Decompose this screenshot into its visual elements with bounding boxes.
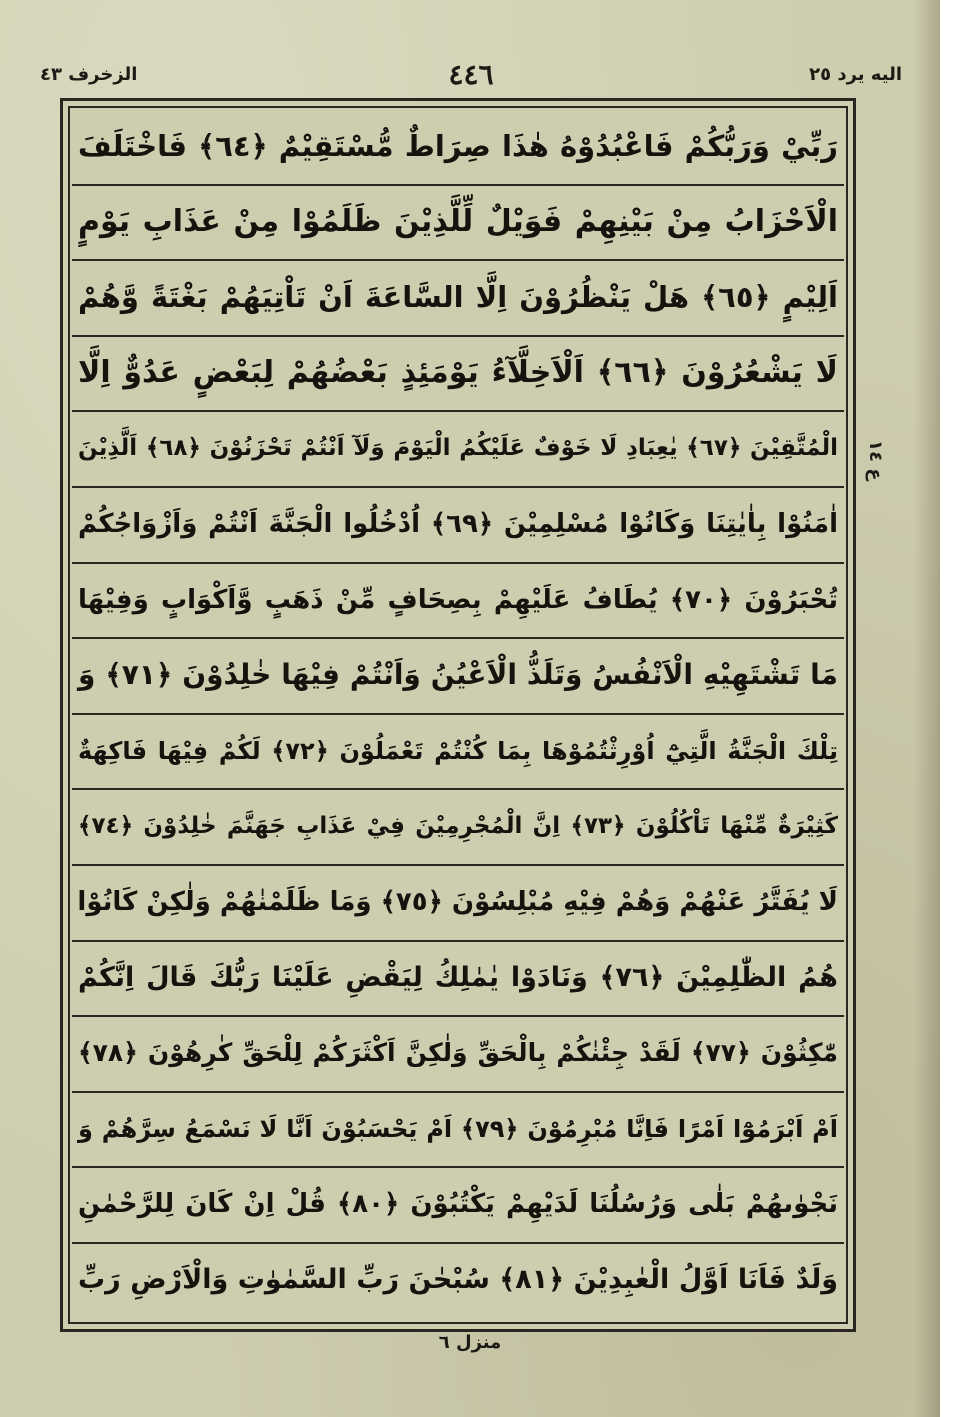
- verse-line-text: تِلْكَ الْجَنَّةُ الَّتِيْٓ اُوْرِثْتُمُوْهَا بِمَا كُنْتُمْ تَعْمَلُوْنَ ﴿٧٢﴾ لَكُمْ فِيْهَا فَاكِهَةٌ: [78, 736, 838, 765]
- verse-lines: [72, 110, 844, 1320]
- verse-line: [72, 337, 844, 413]
- verse-line-text: هُمُ الظّٰلِمِيْنَ ﴿٧٦﴾ وَنَادَوْا يٰمٰلِكُ لِيَقْضِ عَلَيْنَا رَبُّكَ قَالَ اِنَّكُمْ: [78, 961, 838, 993]
- page-number: ٤٤٦: [448, 58, 494, 91]
- verse-line-text: مَا تَشْتَهِيْهِ الْاَنْفُسُ وَتَلَذُّ الْاَعْيُنُ وَاَنْتُمْ فِيْهَا خٰلِدُوْنَ ﴿٧١﴾ وَ: [78, 658, 838, 692]
- verse-line-text: الْاَحْزَابُ مِنْ بَيْنِهِمْ فَوَيْلٌ لِّلَّذِيْنَ ظَلَمُوْا مِنْ عَذَابِ يَوْمٍ: [78, 203, 838, 239]
- verse-line: [72, 1093, 844, 1169]
- verse-line: [72, 412, 844, 488]
- verse-line-text: اَمْ اَبْرَمُوْٓا اَمْرًا فَاِنَّا مُبْرِمُوْنَ ﴿٧٩﴾ اَمْ يَحْسَبُوْنَ اَنَّا لَا نَسْمَعُ سِرَّهُمْ وَ: [78, 1114, 838, 1143]
- para-title: اليه يرد ٢٥: [809, 64, 902, 85]
- verse-line-text: اَلِيْمٍ ﴿٦٥﴾ هَلْ يَنْظُرُوْنَ اِلَّا السَّاعَةَ اَنْ تَاْتِيَهُمْ بَغْتَةً وَّهُمْ: [78, 280, 838, 315]
- verse-line: [72, 639, 844, 715]
- surah-title: الزخرف ٤٣: [40, 64, 138, 85]
- verse-line-text: نَجْوٰىهُمْ بَلٰى وَرُسُلُنَا لَدَيْهِمْ يَكْتُبُوْنَ ﴿٨٠﴾ قُلْ اِنْ كَانَ لِلرَّحْمٰنِ: [78, 1189, 838, 1220]
- verse-line-text: لَا يَشْعُرُوْنَ ﴿٦٦﴾ اَلْاَخِلَّآءُ يَوْمَئِذٍ بَعْضُهُمْ لِبَعْضٍ عَدُوٌّ اِلَّا: [78, 354, 838, 390]
- verse-line-text: وَلَدٌ فَاَنَا اَوَّلُ الْعٰبِدِيْنَ ﴿٨١﴾ سُبْحٰنَ رَبِّ السَّمٰوٰتِ وَالْاَرْضِ رَبِّ: [78, 1264, 838, 1295]
- verse-line-text: مّٰكِثُوْنَ ﴿٧٧﴾ لَقَدْ جِئْنٰكُمْ بِالْحَقِّ وَلٰكِنَّ اَكْثَرَكُمْ لِلْحَقِّ كٰرِهُوْنَ ﴿٧٨﴾: [78, 1038, 838, 1068]
- binding-shadow: [914, 0, 940, 1417]
- verse-line-text: كَثِيْرَةٌ مِّنْهَا تَاْكُلُوْنَ ﴿٧٣﴾ اِنَّ الْمُجْرِمِيْنَ فِيْ عَذَابِ جَهَنَّمَ خٰلِدُوْنَ ﴿٧٤﴾: [78, 813, 838, 840]
- verse-line: [72, 564, 844, 640]
- verse-line: [72, 110, 844, 186]
- verse-line-text: تُحْبَرُوْنَ ﴿٧٠﴾ يُطَافُ عَلَيْهِمْ بِصِحَافٍ مِّنْ ذَهَبٍ وَّاَكْوَابٍ وَفِيْهَا: [78, 584, 838, 615]
- ruku-marker: ع ١٤: [865, 440, 886, 481]
- verse-line: [72, 715, 844, 791]
- verse-line: [72, 1017, 844, 1093]
- verse-line-text: لَا يُفَتَّرُ عَنْهُمْ وَهُمْ فِيْهِ مُبْلِسُوْنَ ﴿٧٥﴾ وَمَا ظَلَمْنٰهُمْ وَلٰكِنْ كَانُوْا: [77, 887, 838, 917]
- verse-line-text: رَبِّيْ وَرَبُّكُمْ فَاعْبُدُوْهُ هٰذَا صِرَاطٌ مُّسْتَقِيْمٌ ﴿٦٤﴾ فَاخْتَلَفَ: [78, 129, 838, 163]
- verse-line: [72, 1244, 844, 1318]
- verse-line: [72, 488, 844, 564]
- text-frame: [60, 98, 856, 1332]
- page-header: [40, 58, 902, 98]
- verse-line-text: الْمُتَّقِيْنَ ﴿٦٧﴾ يٰعِبَادِ لَا خَوْفٌ عَلَيْكُمُ الْيَوْمَ وَلَآ اَنْتُمْ تَحْزَنُوْنَ ﴿٦٨﴾ اَلَّذِيْنَ: [78, 435, 839, 462]
- verse-line: [72, 942, 844, 1018]
- verse-line-text: اٰمَنُوْا بِاٰيٰتِنَا وَكَانُوْا مُسْلِمِيْنَ ﴿٦٩﴾ اُدْخُلُوا الْجَنَّةَ اَنْتُمْ وَاَزْوَاجُكُمْ: [78, 509, 838, 539]
- manzil-footer: منزل ٦: [438, 1332, 502, 1353]
- verse-line: [72, 790, 844, 866]
- verse-line: [72, 866, 844, 942]
- verse-line: [72, 261, 844, 337]
- verse-line: [72, 1168, 844, 1244]
- verse-line: [72, 186, 844, 262]
